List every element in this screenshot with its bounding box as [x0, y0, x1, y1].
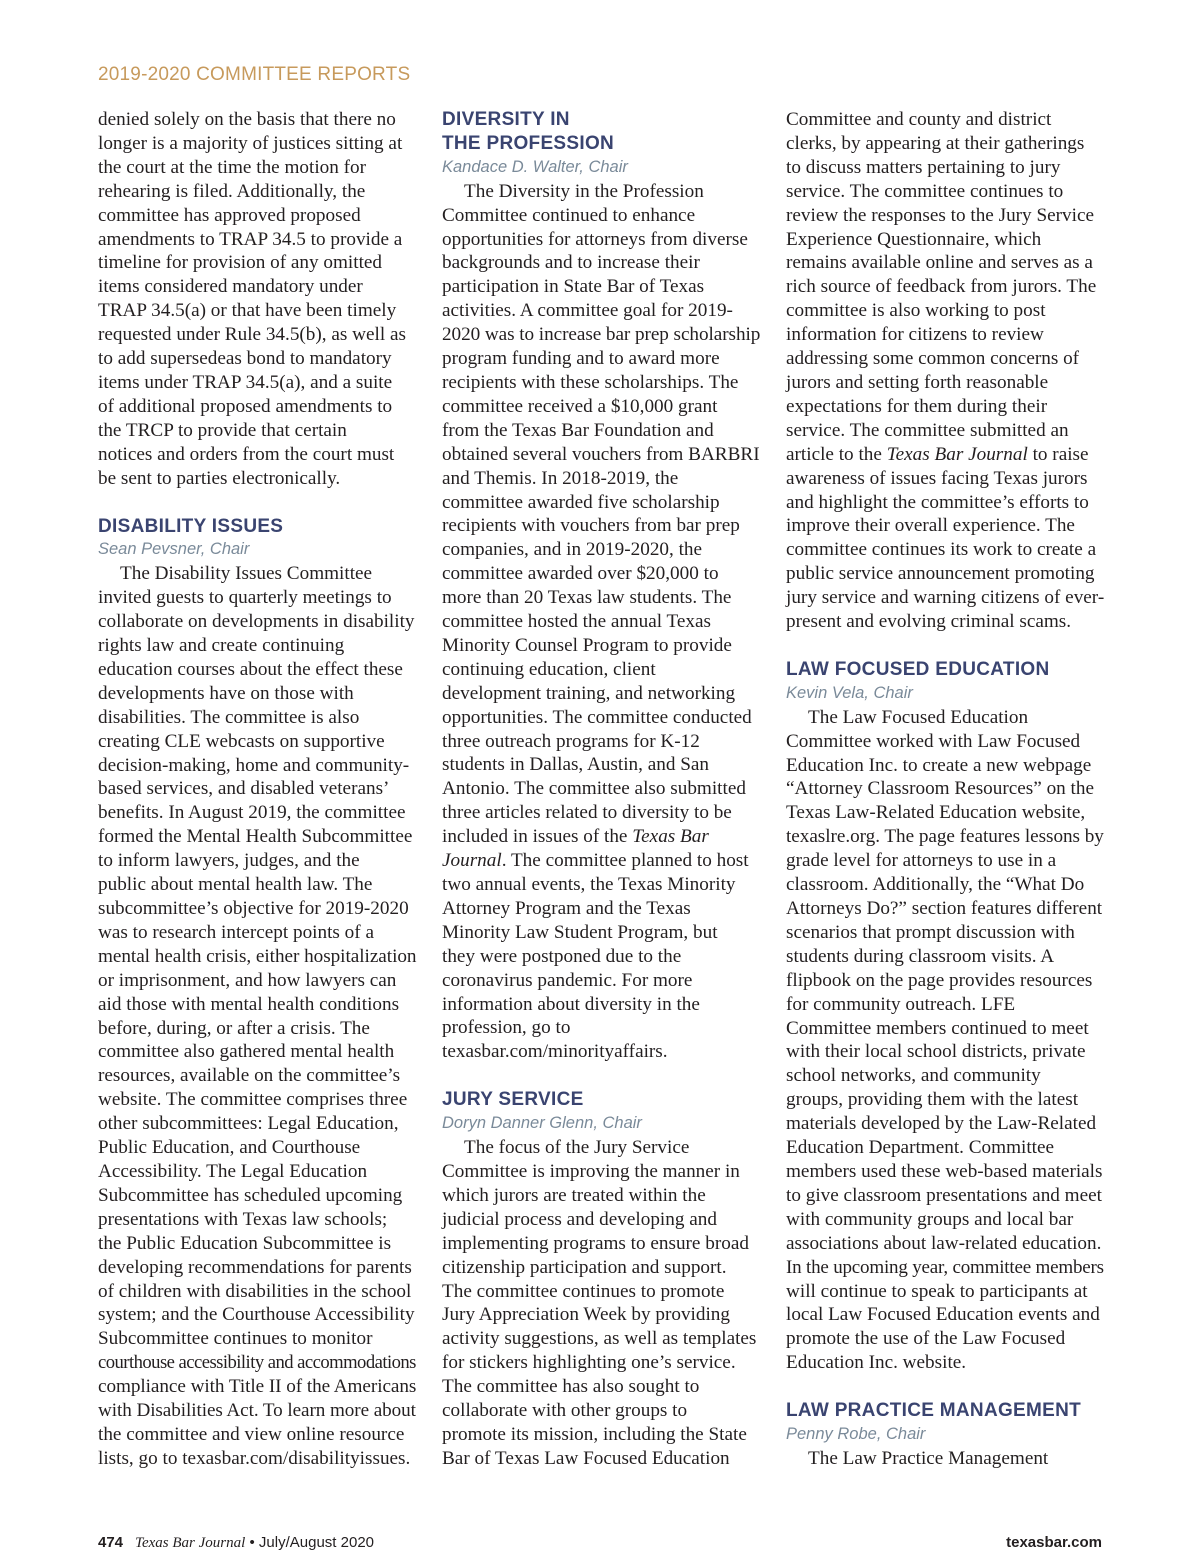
body-line: awareness of issues facing Texas jurors [786, 467, 1088, 489]
body-line: information for citizens to review [786, 324, 1044, 346]
column-1 [98, 108, 416, 1471]
body-line: Committee continued to enhance [442, 204, 696, 226]
body-line: rights law and create continuing [98, 635, 345, 657]
body-line: grade level for attorneys to use in a [786, 850, 1057, 872]
body-line: Jury Appreciation Week by providing [442, 1304, 730, 1326]
intro-paragraph [98, 108, 416, 491]
body-line: Committee and county and district [786, 109, 1052, 130]
body-line: groups, providing them with the latest [786, 1089, 1079, 1111]
body-line: Experience Questionnaire, which [786, 228, 1042, 250]
body-line: and highlight the committee’s efforts to [786, 491, 1089, 513]
body-line: items under TRAP 34.5(a), and a suite [98, 371, 393, 393]
body-text: . The committee planned to host [501, 850, 749, 872]
body-line: with community groups and local bar [786, 1208, 1074, 1230]
body-line: The Diversity in the Profession [464, 180, 704, 202]
body-line: items considered mandatory under [98, 276, 363, 298]
body-line: activities. A committee goal for 2019- [442, 300, 733, 322]
body-line: presentations with Texas law schools; [98, 1208, 388, 1230]
body-line: obtained several vouchers from BARBRI [442, 443, 760, 465]
body-line: amendments to TRAP 34.5 to provide a [98, 228, 403, 250]
section-heading-law-focused-education: LAW FOCUSED EDUCATION [786, 658, 1050, 680]
body-line: The Law Focused Education [808, 706, 1029, 728]
body-line: The Disability Issues Committee [120, 563, 373, 585]
body-line: three articles related to diversity to be [442, 802, 732, 824]
body-line: 2020 was to increase bar prep scholarship [442, 324, 761, 346]
body-line: recipients with vouchers from bar prep [442, 515, 740, 537]
body-line: denied solely on the basis that there no [98, 109, 396, 130]
body-line [442, 849, 760, 873]
running-head: 2019-2020 COMMITTEE REPORTS [98, 64, 411, 85]
body-line: timeline for provision of any omitted [98, 252, 383, 274]
body-line: recipients with these scholarships. The [442, 371, 739, 393]
body-line: before, during, or after a crisis. The [98, 1017, 370, 1039]
body-line: coronavirus pandemic. For more [442, 969, 693, 991]
column-3 [786, 108, 1104, 1471]
body-line: Texas Law-Related Education website, [786, 802, 1086, 824]
body-line: three outreach programs for K-12 [442, 730, 700, 752]
body-line: participation in State Bar of Texas [442, 276, 705, 298]
body-text: to raise [1027, 443, 1089, 465]
body-line: committee is also working to post [786, 300, 1046, 322]
body-line: they were postponed due to the [442, 945, 682, 967]
body-line: judicial process and developing and [442, 1208, 717, 1230]
body-line: subcommittee’s objective for 2019-2020 [98, 898, 409, 919]
body-line: texaslre.org. The page features lessons by [786, 826, 1104, 848]
body-line: to give classroom presentations and meet [786, 1184, 1102, 1206]
body-line: Antonio. The committee also submitted [442, 778, 746, 800]
journal-name: Texas Bar Journal [135, 1535, 246, 1551]
body-line: rehearing is filed. Additionally, the [98, 180, 366, 202]
body-line: developments have on those with [98, 682, 354, 704]
body-line: lists, go to texasbar.com/disabilityissues. [98, 1447, 411, 1469]
body-line: creating CLE webcasts on supportive [98, 730, 385, 752]
body-line: Committee members continued to meet [786, 1017, 1089, 1039]
body-line: opportunities. The committee conducted [442, 706, 752, 728]
body-line: public service announcement promoting [786, 563, 1095, 585]
body-line: the TRCP to provide that certain [98, 419, 347, 441]
body-line: public about mental health law. The [98, 874, 373, 896]
body-line: flipbook on the page provides resources [786, 969, 1093, 991]
body-line: Accessibility. The Legal Education [98, 1160, 368, 1182]
issue-date: July/August 2020 [258, 1534, 374, 1551]
body-line: scenarios that prompt discussion with [786, 921, 1075, 943]
law-focused-education-paragraph [786, 706, 1104, 1375]
body-text: article to the [786, 443, 887, 465]
body-line: the Public Education Subcommittee is [98, 1232, 392, 1254]
body-line: committee awarded five scholarship [442, 491, 720, 513]
column-2 [442, 108, 760, 1471]
body-line: remains available online and serves as a [786, 252, 1093, 274]
body-line: Public Education, and Courthouse [98, 1137, 361, 1159]
footer-bullet: • [249, 1534, 255, 1551]
law-practice-management-paragraph [786, 1447, 1104, 1471]
body-line: to discuss matters pertaining to jury [786, 156, 1061, 178]
body-line: two annual events, the Texas Minority [442, 874, 736, 895]
body-line: jurors and setting forth reasonable [786, 371, 1049, 393]
journal-title-italic: Texas Bar Journal [886, 443, 1028, 465]
body-line: service. The committee submitted an [786, 419, 1069, 441]
body-line: associations about law-related education. [786, 1232, 1102, 1254]
body-line: present and evolving criminal scams. [786, 611, 1072, 633]
body-line: citizenship participation and support. [442, 1256, 727, 1278]
body-line: the court at the time the motion for [98, 156, 367, 178]
body-line: will continue to speak to participants at [786, 1280, 1088, 1302]
body-line: activity suggestions, as well as templates [442, 1328, 757, 1350]
jury-service-continued-part1 [786, 108, 1104, 443]
body-line: students in Dallas, Austin, and San [442, 754, 710, 776]
body-line: Attorneys Do?” section features different [786, 898, 1103, 919]
body-line: students during classroom visits. A [786, 945, 1055, 967]
body-line: for stickers highlighting one’s service. [442, 1352, 736, 1374]
body-line: be sent to parties electronically. [98, 467, 341, 489]
body-line: was to research intercept points of a [98, 921, 374, 943]
body-line: Committee worked with Law Focused [786, 730, 1081, 752]
section-chair-disability-issues: Sean Pevsner, Chair [98, 540, 250, 559]
body-line: school networks, and community [786, 1065, 1041, 1087]
body-line: TRAP 34.5(a) or that have been timely [98, 300, 397, 322]
jury-service-paragraph [442, 1136, 760, 1471]
body-line: The committee continues to promote [442, 1280, 725, 1302]
diversity-paragraph-part1 [442, 180, 760, 825]
body-line: with Disabilities Act. To learn more about [98, 1400, 416, 1422]
body-line: to inform lawyers, judges, and the [98, 850, 360, 872]
section-heading-diversity-line2: THE PROFESSION [442, 132, 615, 154]
body-line: “Attorney Classroom Resources” on the [786, 778, 1094, 800]
body-line: improve their overall experience. The [786, 515, 1075, 537]
section-heading-disability-issues: DISABILITY ISSUES [98, 515, 284, 537]
body-line: committee also gathered mental health [98, 1041, 395, 1063]
page-number: 474 [98, 1534, 124, 1551]
body-line: review the responses to the Jury Service [786, 204, 1094, 226]
body-line: members used these web-based materials [786, 1160, 1103, 1182]
body-line: for community outreach. LFE [786, 993, 1016, 1015]
body-line: The focus of the Jury Service [464, 1137, 690, 1159]
body-line: other subcommittees: Legal Education, [98, 1113, 399, 1135]
footer-left [98, 1534, 374, 1552]
body-line [786, 443, 1104, 467]
body-line: invited guests to quarterly meetings to [98, 587, 392, 609]
body-line: collaborate on developments in disability [98, 611, 415, 633]
body-line: courthouse accessibility and accommodations [98, 1352, 416, 1374]
footer-website: texasbar.com [1006, 1534, 1102, 1551]
body-line: development training, and networking [442, 682, 736, 704]
body-line: resources, available on the committee’s [98, 1065, 401, 1087]
body-text: included in issues of the [442, 826, 633, 848]
body-line: Subcommittee continues to monitor [98, 1328, 373, 1350]
body-line: based services, and disabled veterans’ [98, 778, 390, 800]
body-line: which jurors are treated within the [442, 1184, 706, 1206]
body-line: jury service and warning citizens of ever- [786, 587, 1105, 609]
body-line: committee awarded over $20,000 to [442, 563, 719, 585]
body-line: In the upcoming year, committee members [786, 1256, 1104, 1278]
section-heading-diversity-line1: DIVERSITY IN [442, 109, 570, 130]
body-line: mental health crisis, either hospitalization [98, 945, 417, 967]
body-line: or imprisonment, and how lawyers can [98, 969, 397, 991]
diversity-paragraph-part2 [442, 873, 760, 1064]
body-line: benefits. In August 2019, the committee [98, 802, 406, 824]
body-line: continuing education, client [442, 658, 656, 680]
journal-title-italic: Journal [442, 850, 502, 872]
body-line: and Themis. In 2018-2019, the [442, 467, 679, 489]
body-line: opportunities for attorneys from diverse [442, 228, 748, 250]
jury-service-continued-part2 [786, 467, 1104, 634]
body-line: committee hosted the annual Texas [442, 611, 711, 633]
body-line: Education Inc. website. [786, 1352, 967, 1374]
body-line: service. The committee continues to [786, 180, 1064, 202]
body-line: promote the use of the Law Focused [786, 1328, 1066, 1350]
body-line: disabilities. The committee is also [98, 706, 360, 728]
body-line: Education Inc. to create a new webpage [786, 754, 1092, 776]
body-line: expectations for them during their [786, 395, 1048, 417]
body-line: promote its mission, including the State [442, 1423, 747, 1445]
body-line: profession, go to [442, 1017, 571, 1039]
body-line: decision-making, home and community- [98, 754, 410, 776]
body-line [442, 825, 760, 849]
body-line: compliance with Title II of the Americans [98, 1376, 417, 1398]
body-line: classroom. Additionally, the “What Do [786, 874, 1085, 896]
body-line: backgrounds and to increase their [442, 252, 700, 274]
body-line: The Law Practice Management [808, 1447, 1049, 1469]
body-line: Committee is improving the manner in [442, 1160, 740, 1182]
journal-title-italic: Texas Bar [632, 826, 709, 848]
body-line: more than 20 Texas law students. The [442, 587, 732, 609]
body-line: addressing some common concerns of [786, 348, 1080, 370]
section-heading-law-practice-management: LAW PRACTICE MANAGEMENT [786, 1400, 1082, 1422]
body-line: of additional proposed amendments to [98, 395, 393, 417]
section-chair-diversity: Kandace D. Walter, Chair [442, 157, 628, 176]
section-chair-law-focused-education: Kevin Vela, Chair [786, 683, 913, 702]
body-line: companies, and in 2019-2020, the [442, 539, 703, 561]
body-line: notices and orders from the court must [98, 443, 395, 465]
body-line: implementing programs to ensure broad [442, 1232, 749, 1254]
body-line: longer is a majority of justices sitting at [98, 132, 403, 154]
body-line: committee received a $10,000 grant [442, 395, 718, 417]
body-line: from the Texas Bar Foundation and [442, 419, 714, 441]
body-line: committee has approved proposed [98, 204, 361, 226]
body-line: to add supersedeas bond to mandatory [98, 348, 392, 370]
body-line: Minority Counsel Program to provide [442, 634, 732, 656]
body-line: local Law Focused Education events and [786, 1304, 1100, 1326]
body-line: collaborate with other groups to [442, 1400, 688, 1422]
body-line: Education Department. Committee [786, 1137, 1055, 1159]
body-line: system; and the Courthouse Accessibility [98, 1304, 415, 1326]
body-line: developing recommendations for parents [98, 1256, 412, 1278]
body-line: with their local school districts, private [786, 1041, 1086, 1063]
body-line: education courses about the effect these [98, 658, 403, 680]
body-line: the committee and view online resource [98, 1423, 405, 1445]
body-line: clerks, by appearing at their gatherings [786, 132, 1085, 154]
body-line: aid those with mental health conditions [98, 993, 400, 1015]
body-line: materials developed by the Law-Related [786, 1113, 1097, 1135]
disability-issues-paragraph [98, 562, 416, 1470]
body-line: of children with disabilities in the school [98, 1280, 412, 1302]
body-line: committee continues its work to create a [786, 539, 1097, 561]
body-line: requested under Rule 34.5(b), as well as [98, 324, 406, 346]
section-chair-law-practice-management: Penny Robe, Chair [786, 1425, 926, 1444]
body-line: Attorney Program and the Texas [442, 897, 691, 919]
section-heading-jury-service: JURY SERVICE [442, 1089, 584, 1111]
body-line: program funding and to award more [442, 348, 720, 370]
body-line: information about diversity in the [442, 993, 700, 1015]
body-line: Minority Law Student Program, but [442, 921, 718, 943]
body-line: formed the Mental Health Subcommittee [98, 826, 413, 848]
body-line: Bar of Texas Law Focused Education [442, 1447, 730, 1469]
section-chair-jury-service: Doryn Danner Glenn, Chair [442, 1114, 642, 1133]
body-line: The committee has also sought to [442, 1376, 700, 1398]
body-line: Subcommittee has scheduled upcoming [98, 1184, 403, 1206]
body-line: website. The committee comprises three [98, 1089, 408, 1111]
body-line: texasbar.com/minorityaffairs. [442, 1041, 668, 1063]
body-line: rich source of feedback from jurors. The [786, 276, 1097, 298]
